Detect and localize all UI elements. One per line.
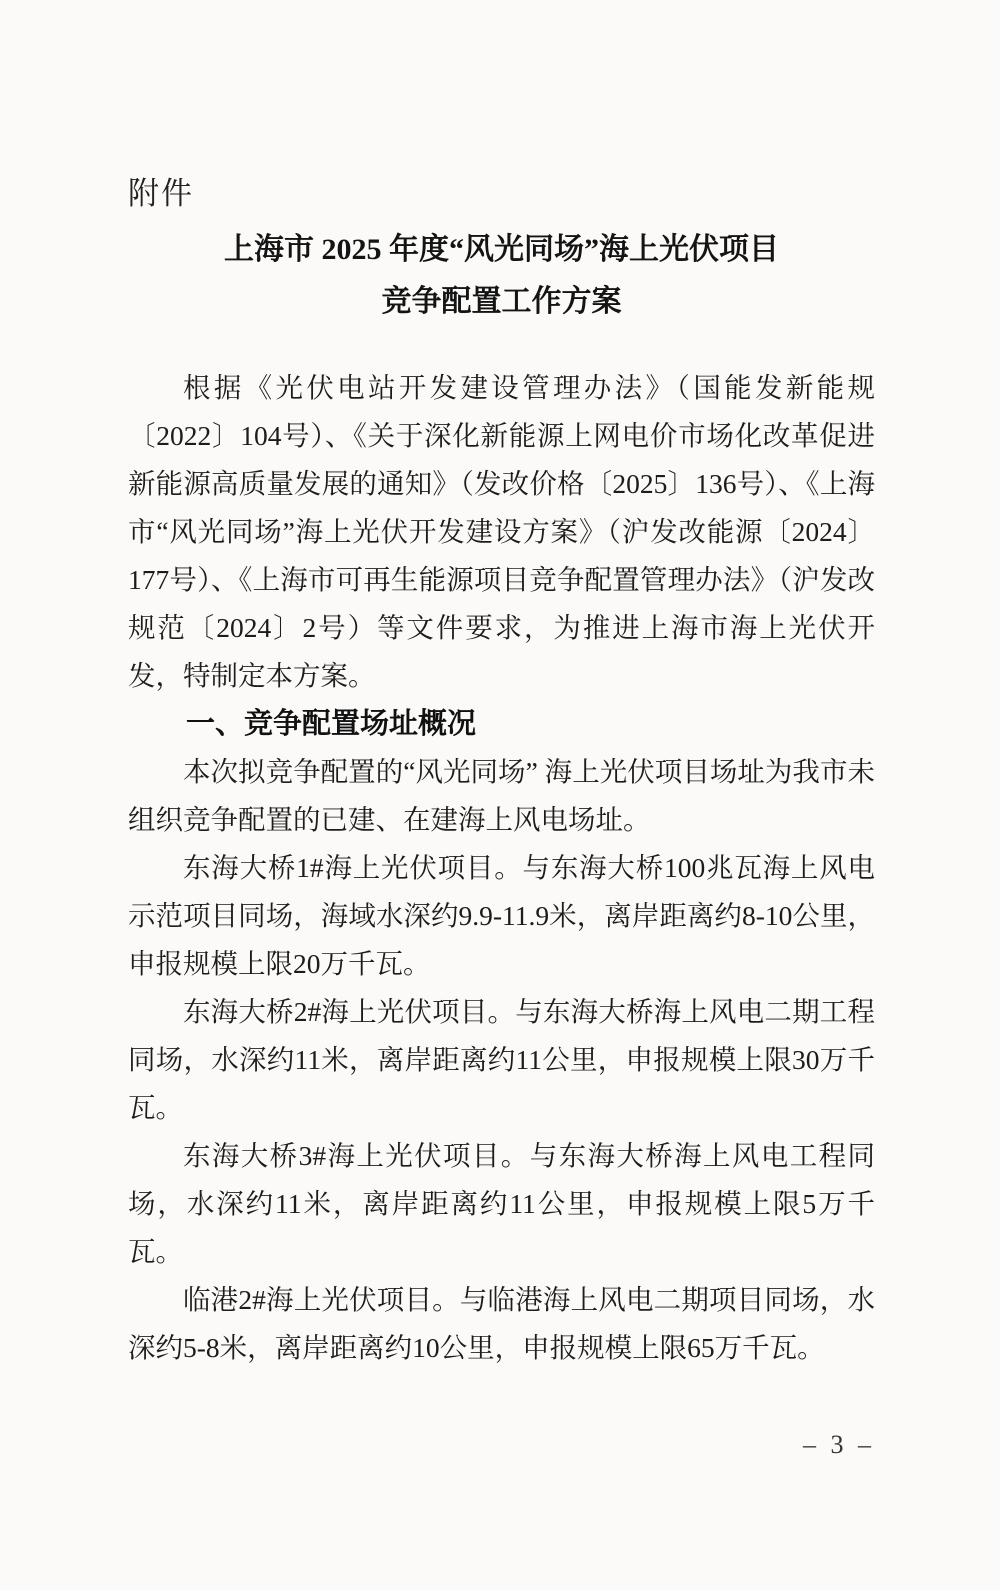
document-title <box>128 224 875 328</box>
document-title-line1: 上海市 2025 年度“风光同场”海上光伏项目 <box>224 233 779 266</box>
paragraph-donghai-bridge-3: 东海大桥3#海上光伏项目。与东海大桥海上风电工程同场，水深约11米，离岸距离约11公里，申报规模上限5万千瓦。 <box>128 1140 875 1267</box>
paragraph-site-overview: 本次拟竞争配置的“风光同场” 海上光伏项目场址为我市未组织竞争配置的已建、在建海上风电场址。 <box>128 756 875 835</box>
document-title-line2: 竞争配置工作方案 <box>381 285 622 318</box>
attachment-label: 附件 <box>128 176 194 211</box>
paragraph-lingang-2: 临港2#海上光伏项目。与临港海上风电二期项目同场，水深约5-8米，离岸距离约10公里，申报规模上限65万千瓦。 <box>128 1284 875 1363</box>
page-number: – 3 – <box>803 1430 875 1459</box>
paragraph-donghai-bridge-2: 东海大桥2#海上光伏项目。与东海大桥海上风电二期工程同场，水深约11米，离岸距离约11公里，申报规模上限30万千瓦。 <box>128 996 875 1123</box>
paragraph-donghai-bridge-1: 东海大桥1#海上光伏项目。与东海大桥100兆瓦海上风电示范项目同场，海域水深约9.9-11.9米，离岸距离约8-10公里，申报规模上限20万千瓦。 <box>128 852 875 979</box>
intro-paragraph: 根据《光伏电站开发建设管理办法》（国能发新能规〔2022〕104号）、《关于深化新能源上网电价市场化改革促进新能源高质量发展的通知》（发改价格〔2025〕136号）、《上海市“风光同场”海上光伏开发建设方案》（沪发改能源〔2024〕177号）、《上海市可再生能源项目竞争配置管理办法》（沪发改规范〔2024〕2号）等文件要求，为推进上海市海上光伏开发，特制定本方案。 <box>128 372 875 691</box>
document-page <box>0 176 1000 1590</box>
section-heading-site-overview: 一、竞争配置场址概况 <box>186 708 477 740</box>
document-body <box>128 364 875 1372</box>
